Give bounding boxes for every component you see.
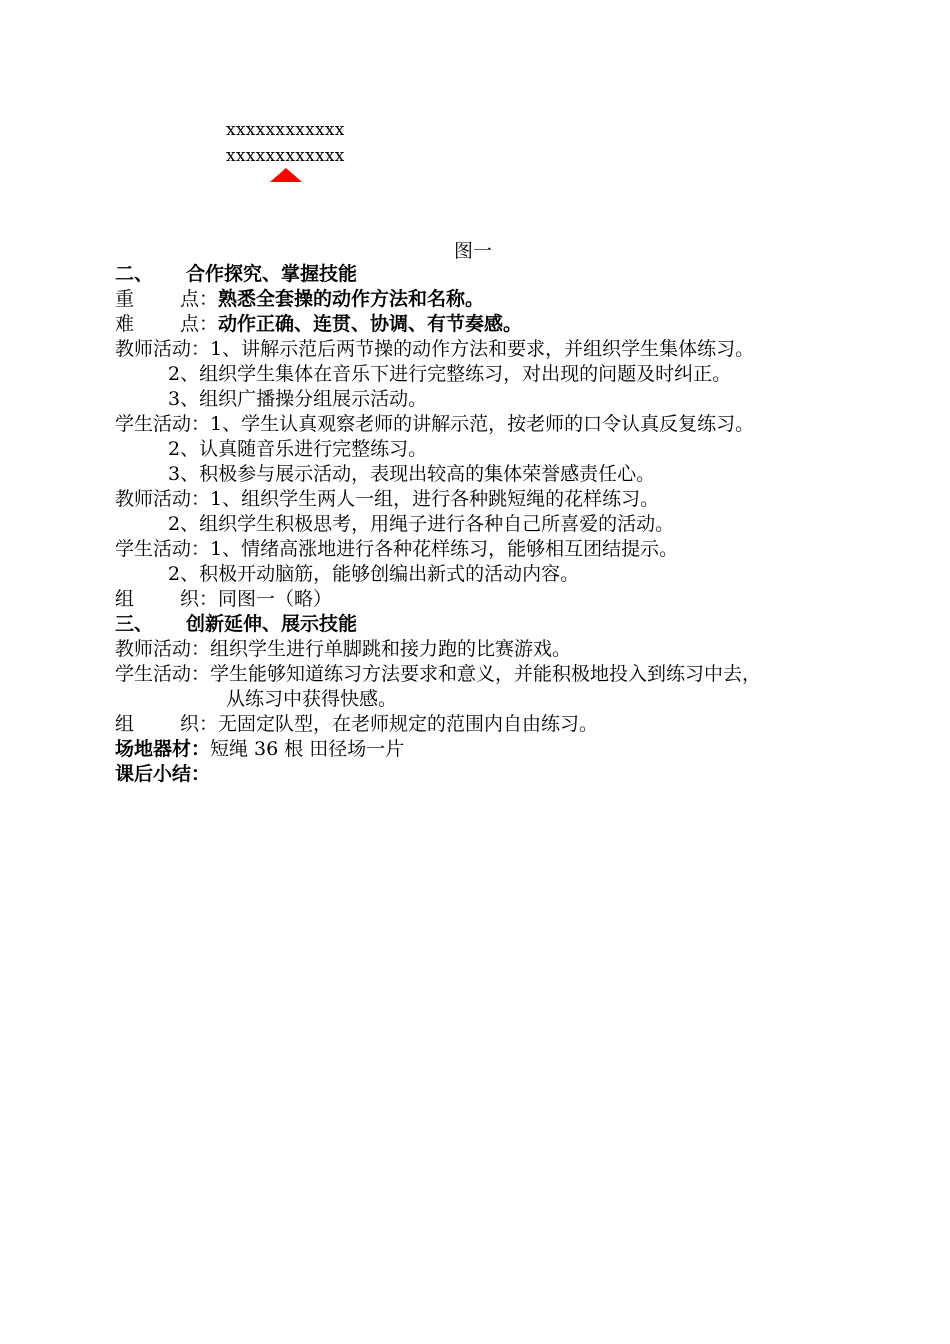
student-activity-item: 学生能够知道练习方法要求和意义，并能积极地投入到练习中去， [210, 663, 762, 685]
difficulty-label-b: 点： [180, 313, 219, 335]
section-3-number: 三、 [115, 613, 154, 635]
lesson-plan-body [115, 262, 915, 787]
teacher-activity-item: 1、讲解示范后两节操的动作方法和要求，并组织学生集体练习。 [210, 338, 755, 360]
key-point-label-a: 重 [115, 288, 135, 310]
equipment-line [115, 737, 915, 762]
organization-line-2 [115, 712, 915, 737]
equipment-text: 短绳 36 根 田径场一片 [210, 738, 405, 760]
key-point-text: 熟悉全套操的动作方法和名称。 [218, 288, 485, 310]
teacher-activity-label: 教师活动： [115, 338, 211, 360]
student-activity-2-line-2: 2、积极开动脑筋，能够创编出新式的活动内容。 [168, 563, 580, 585]
teacher-activity-2-line-2: 2、组织学生积极思考，用绳子进行各种自己所喜爱的活动。 [168, 513, 675, 535]
student-activity-3-line-1 [115, 662, 915, 687]
teacher-activity-1-line-1 [115, 337, 915, 362]
teacher-position-triangle [270, 168, 302, 182]
student-activity-1-line-3: 3、积极参与展示活动，表现出较高的集体荣誉感责任心。 [168, 463, 656, 485]
section-3-heading [115, 612, 915, 637]
section-2-title: 合作探究、掌握技能 [186, 263, 358, 285]
organization-text: 同图一（略） [218, 588, 333, 610]
summary-label: 课后小结： [115, 763, 211, 785]
key-point-label-b: 点： [180, 288, 219, 310]
student-activity-label: 学生活动： [115, 538, 211, 560]
student-activity-item: 1、学生认真观察老师的讲解示范，按老师的口令认真反复练习。 [210, 413, 755, 435]
teacher-activity-3-line [115, 637, 915, 662]
section-2-heading [115, 262, 915, 287]
student-activity-3-line-2: 从练习中获得快感。 [226, 688, 398, 710]
organization-label-b: 织： [180, 713, 219, 735]
summary-line [115, 762, 915, 787]
formation-diagram [226, 117, 345, 169]
organization-label-a: 组 [115, 588, 135, 610]
section-3-title: 创新延伸、展示技能 [186, 613, 358, 635]
figure-caption: 图一 [454, 240, 493, 262]
difficulty-text: 动作正确、连贯、协调、有节奏感。 [218, 313, 523, 335]
formation-row-2: xxxxxxxxxxxx [226, 146, 345, 166]
equipment-label: 场地器材： [115, 738, 211, 760]
difficulty-line [115, 312, 915, 337]
student-activity-1-line-1 [115, 412, 915, 437]
teacher-activity-1-line-2: 2、组织学生集体在音乐下进行完整练习，对出现的问题及时纠正。 [168, 363, 732, 385]
teacher-activity-2-line-1 [115, 487, 915, 512]
student-activity-label: 学生活动： [115, 413, 211, 435]
section-2-number: 二、 [115, 263, 154, 285]
teacher-activity-label: 教师活动： [115, 488, 211, 510]
organization-label-a: 组 [115, 713, 135, 735]
organization-text: 无固定队型，在老师规定的范围内自由练习。 [218, 713, 599, 735]
organization-line-1 [115, 587, 915, 612]
student-activity-label: 学生活动： [115, 663, 211, 685]
teacher-activity-item: 组织学生进行单脚跳和接力跑的比赛游戏。 [210, 638, 572, 660]
student-activity-item: 1、情绪高涨地进行各种花样练习，能够相互团结提示。 [210, 538, 679, 560]
student-activity-1-line-2: 2、认真随音乐进行完整练习。 [168, 438, 428, 460]
student-activity-2-line-1 [115, 537, 915, 562]
difficulty-label-a: 难 [115, 313, 135, 335]
formation-row-1: xxxxxxxxxxxx [226, 120, 345, 140]
teacher-activity-label: 教师活动： [115, 638, 211, 660]
key-point-line [115, 287, 915, 312]
organization-label-b: 织： [180, 588, 219, 610]
teacher-activity-1-line-3: 3、组织广播操分组展示活动。 [168, 388, 428, 410]
teacher-activity-item: 1、组织学生两人一组，进行各种跳短绳的花样练习。 [210, 488, 660, 510]
